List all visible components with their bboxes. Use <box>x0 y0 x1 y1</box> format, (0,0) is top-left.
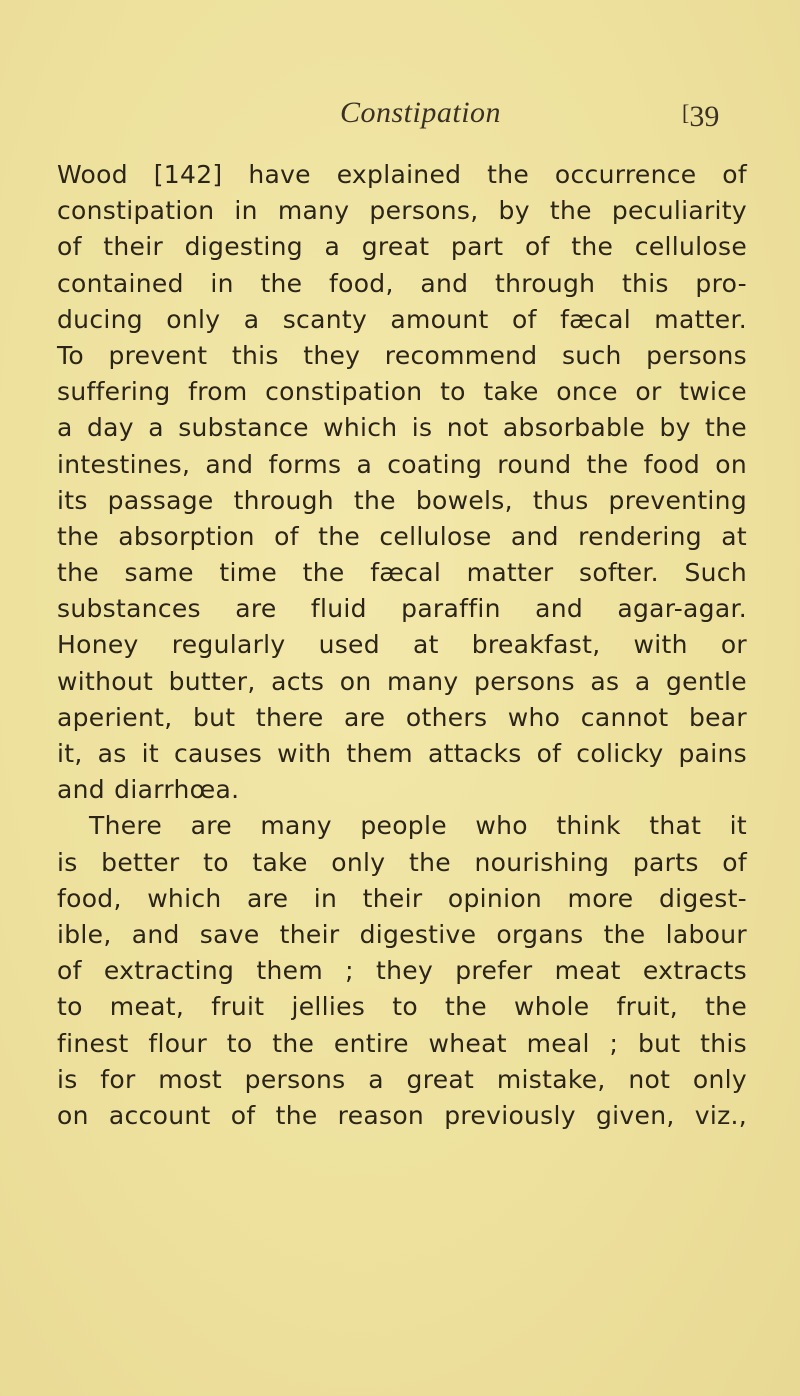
text-line: contained in the food, and through this pro- <box>57 268 747 298</box>
text-line: To prevent this they recommend such persons <box>57 340 747 370</box>
running-title: Constipation <box>340 96 502 129</box>
text-line: of extracting them ; they prefer meat extracts <box>57 956 747 986</box>
text-line: Honey regularly used at breakfast, with or <box>57 630 747 660</box>
page-number <box>682 100 719 134</box>
text-line: ducing only a scanty amount of fæcal matter. <box>57 304 747 334</box>
text-line: to meat, fruit jellies to the whole fruit, the <box>57 992 747 1022</box>
paragraph-1 <box>57 157 747 808</box>
text-line: There are many people who think that it <box>89 811 747 841</box>
text-line: the same time the fæcal matter softer. Such <box>57 558 747 588</box>
paragraph-2 <box>57 808 747 1134</box>
text-line: without butter, acts on many persons as a gentle <box>57 666 747 696</box>
page-number-bracket: [ <box>682 100 690 125</box>
text-line: and diarrhœa. <box>57 775 240 805</box>
text-line: its passage through the bowels, thus preventing <box>57 485 747 515</box>
text-line: finest flour to the entire wheat meal ; but this <box>57 1028 747 1058</box>
text-line: a day a substance which is not absorbable by the <box>57 413 747 443</box>
text-line: is for most persons a great mistake, not only <box>57 1064 747 1094</box>
text-line: food, which are in their opinion more digest- <box>57 883 747 913</box>
text-line: suffering from constipation to take once or twice <box>57 377 747 407</box>
text-line: the absorption of the cellulose and rendering at <box>57 521 747 551</box>
text-line: is better to take only the nourishing parts of <box>57 847 747 877</box>
running-head <box>0 96 800 136</box>
text-line: substances are fluid paraffin and agar-agar. <box>57 594 747 624</box>
text-line: ible, and save their digestive organs the labour <box>57 919 747 949</box>
text-line: constipation in many persons, by the peculiarity <box>57 196 747 226</box>
body-text <box>57 157 747 1134</box>
text-line: intestines, and forms a coating round the food on <box>57 449 747 479</box>
text-line: Wood [142] have explained the occurrence of <box>57 160 747 189</box>
page-number-value: 39 <box>689 100 720 133</box>
text-line: it, as it causes with them attacks of colicky pains <box>57 739 747 768</box>
text-line: of their digesting a great part of the cellulose <box>57 232 747 262</box>
text-line: on account of the reason previously given, viz., <box>57 1100 747 1130</box>
text-line: aperient, but there are others who cannot bear <box>57 702 747 732</box>
